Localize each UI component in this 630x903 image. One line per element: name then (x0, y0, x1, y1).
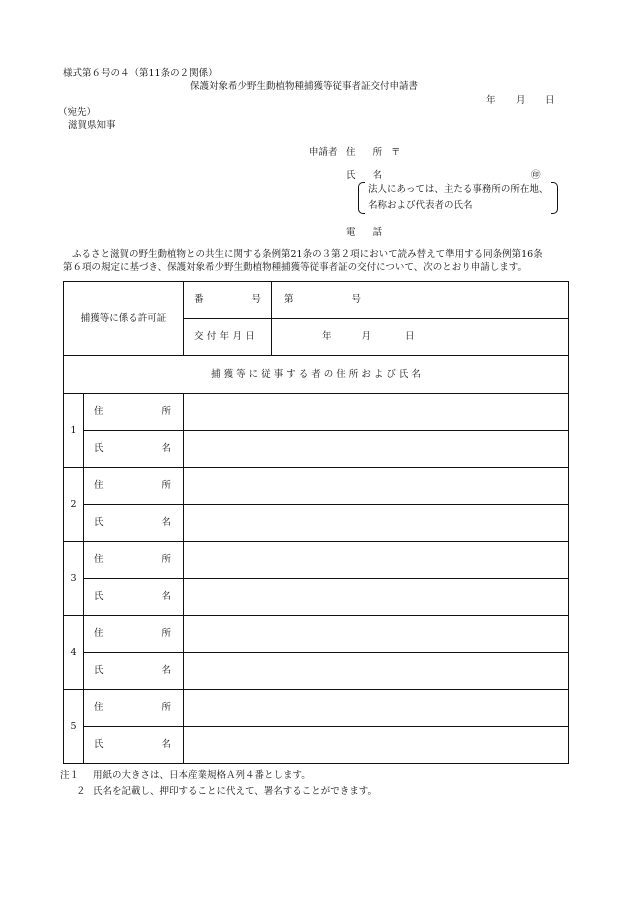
name-label-cell (84, 653, 184, 690)
person-number-cell (64, 690, 84, 764)
name-label-cell (84, 727, 184, 764)
address-label: 住 所 (94, 628, 172, 640)
name-label: 氏 名 (94, 591, 172, 603)
phone-label: 電 話 (346, 227, 386, 238)
document-title: 保護対象希少野生動植物種捕獲等従事者証交付申請書 (190, 81, 419, 92)
note-bracket-right (551, 182, 558, 214)
permit-label: 捕獲等に係る許可証 (80, 312, 167, 324)
issue-date-day: 日 (405, 331, 415, 343)
permit-label-cell (64, 282, 184, 356)
name-label: 氏 名 (94, 665, 172, 677)
address-input[interactable] (184, 542, 569, 579)
corporate-note-line2: 名称および代表者の氏名 (368, 200, 473, 211)
applicant-address-label: 住 所 (346, 147, 386, 158)
postal-mark: 〒 (391, 147, 401, 158)
issue-date-label-cell (184, 319, 272, 356)
note2-text: 氏名を記載し、押印することに代えて、署名することができます。 (93, 786, 378, 797)
address-label-cell (84, 542, 184, 579)
address-input[interactable] (184, 690, 569, 727)
name-input[interactable] (184, 579, 569, 616)
name-label: 氏 名 (94, 443, 172, 455)
date-day-label: 日 (545, 95, 555, 106)
address-label-cell (84, 394, 184, 431)
address-label-cell (84, 616, 184, 653)
addressee-label: （宛先） (58, 107, 97, 118)
name-input[interactable] (184, 505, 569, 542)
person-number: 2 (70, 498, 77, 510)
form-number: 様式第６号の４（第11条の２関係） (63, 68, 218, 79)
number-label-cell (184, 282, 272, 319)
name-input[interactable] (184, 727, 569, 764)
person-number: 5 (70, 720, 77, 732)
number-suffix: 号 (351, 294, 362, 306)
addressee-name: 滋賀県知事 (68, 120, 116, 131)
note2-label: ２ (76, 786, 86, 797)
address-label: 住 所 (94, 480, 172, 492)
issue-date-value-cell[interactable] (272, 319, 569, 356)
corporate-note-line1: 法人にあっては、主たる事務所の所在地、 (368, 184, 549, 195)
date-month-label: 月 (516, 95, 526, 106)
name-input[interactable] (184, 431, 569, 468)
address-label-cell (84, 690, 184, 727)
seal-mark: ㊞ (531, 170, 541, 181)
applicant-label: 申請者 (309, 147, 338, 158)
issue-date-label: 交付年月日 (194, 331, 259, 343)
name-label-cell (84, 505, 184, 542)
note1-text: 用紙の大きさは、日本産業規格Ａ列４番とします。 (93, 770, 311, 781)
body-text-line1: ふるさと滋賀の野生動植物との共生に関する条例第21条の３第２項において読み替えて準用する同条例第16条 (72, 249, 543, 260)
application-table (63, 281, 569, 764)
name-input[interactable] (184, 653, 569, 690)
name-label: 氏 名 (94, 739, 172, 751)
address-label: 住 所 (94, 554, 172, 566)
number-value-cell[interactable] (272, 282, 569, 319)
address-label-cell (84, 468, 184, 505)
number-label: 番 号 (194, 294, 262, 306)
body-text-line2: 第６項の規定に基づき、保護対象希少野生動植物種捕獲等従事者証の交付について、次のとおり申請します。 (63, 262, 527, 273)
address-input[interactable] (184, 616, 569, 653)
address-label: 住 所 (94, 702, 172, 714)
issue-date-month: 月 (361, 331, 372, 343)
section-header-cell (64, 356, 569, 394)
applicant-name-label: 氏 名 (346, 170, 386, 181)
person-number-cell (64, 542, 84, 616)
number-prefix: 第 (284, 294, 294, 306)
name-label-cell (84, 579, 184, 616)
person-number-cell (64, 616, 84, 690)
note-bracket-left (358, 182, 365, 214)
person-number: 3 (70, 572, 77, 584)
address-label: 住 所 (94, 406, 172, 418)
name-label-cell (84, 431, 184, 468)
name-label: 氏 名 (94, 517, 172, 529)
section-header: 捕 獲 等 に 従 事 す る 者 の 住 所 お よ び 氏 名 (211, 368, 421, 380)
person-number: 4 (70, 646, 77, 658)
person-number-cell (64, 468, 84, 542)
date-year-label: 年 (486, 95, 496, 106)
person-number: 1 (70, 424, 77, 436)
person-number-cell (64, 394, 84, 468)
address-input[interactable] (184, 394, 569, 431)
address-input[interactable] (184, 468, 569, 505)
note1-label: 注１ (60, 770, 80, 781)
issue-date-year: 年 (322, 331, 332, 343)
